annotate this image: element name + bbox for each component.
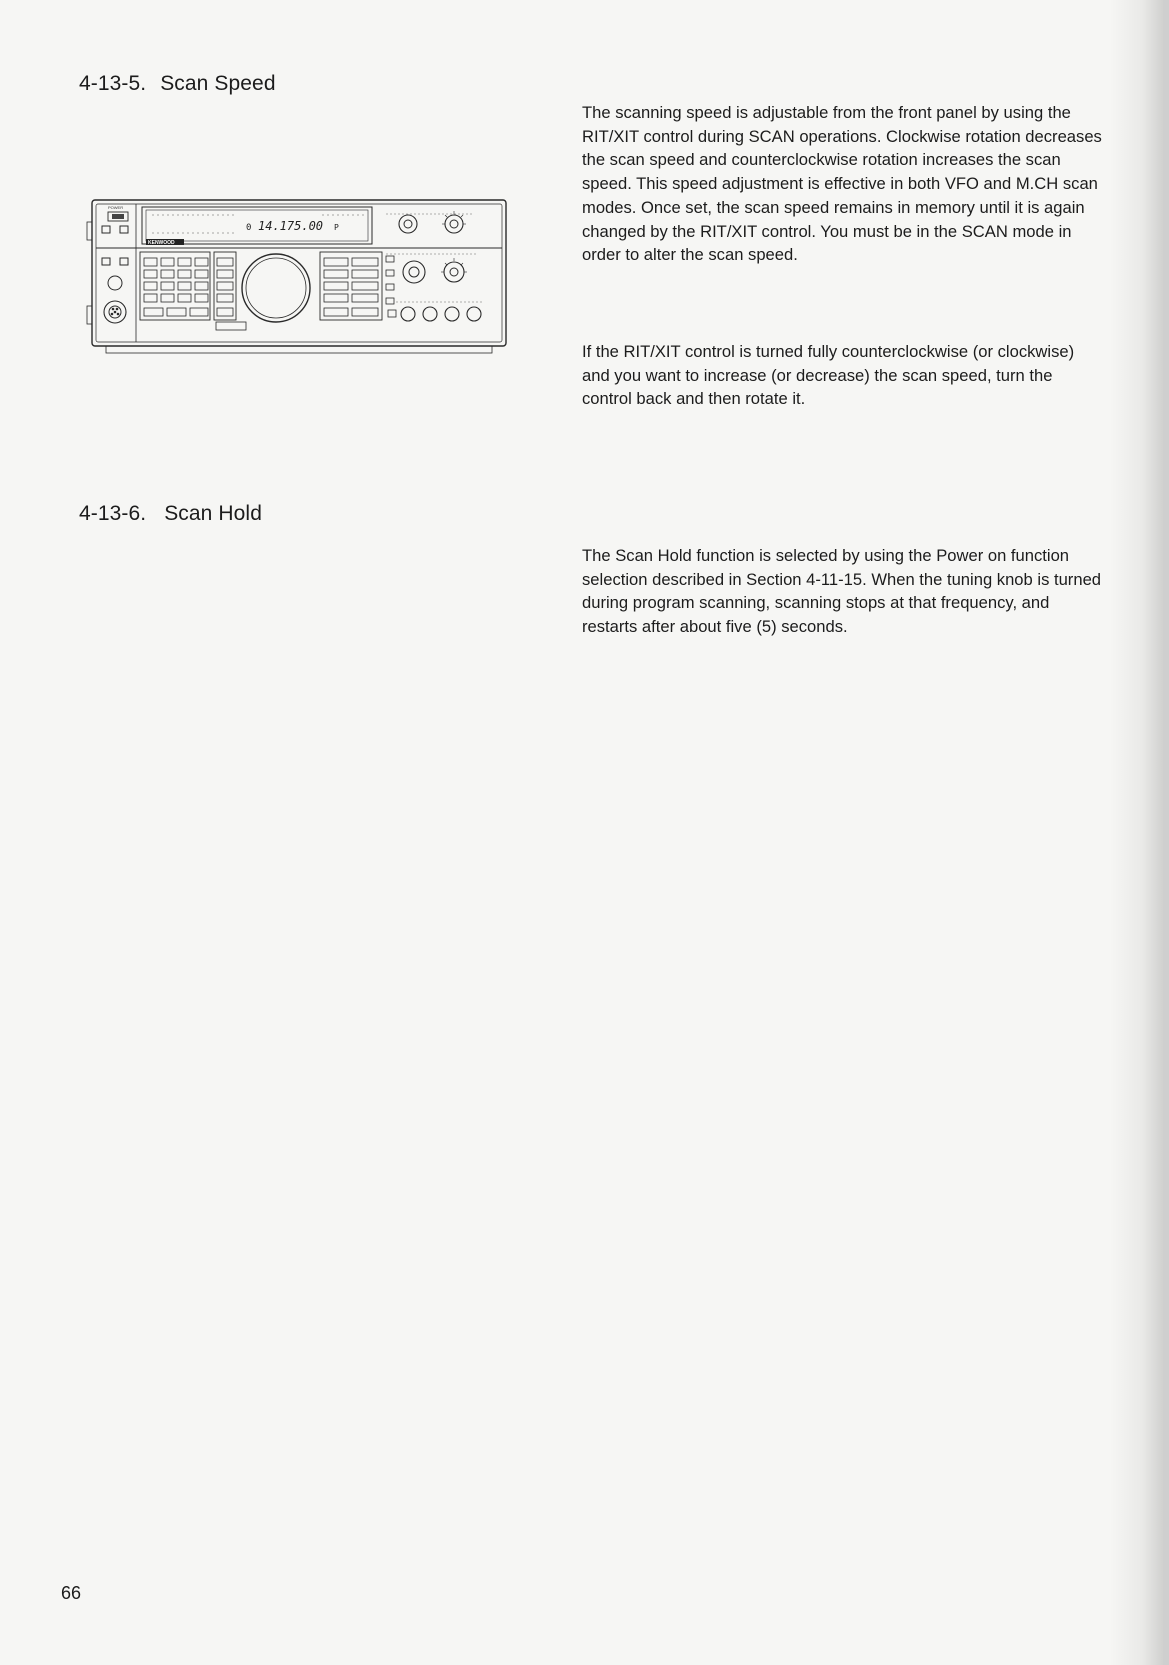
scan-hold-paragraph-1: The Scan Hold function is selected by using the Power on function selection described in Section 4-11-15. When the tuning knob is turned during program scanning, scanning stops at that frequency, and restarts after about five (5) seconds. — [582, 546, 1102, 637]
transceiver-front-panel-illustration — [86, 194, 512, 364]
svg-text:0: 0 — [246, 223, 252, 233]
section-number: 4-13-6. — [79, 502, 147, 525]
brand-logo: KENWOOD — [148, 240, 175, 246]
section-title: Scan Speed — [160, 72, 276, 95]
section-title: Scan Hold — [164, 502, 262, 525]
scan-speed-paragraph-2: If the RIT/XIT control is turned fully counterclockwise (or clockwise) and you want to increase (or decrease) the scan speed, turn the control back and then rotate it. — [582, 342, 1075, 409]
binding-shadow — [1109, 0, 1169, 1665]
svg-text:POWER: POWER — [108, 205, 124, 210]
section-heading-scan-speed — [79, 72, 276, 96]
display-frequency: 14.175.00 — [258, 219, 324, 233]
page-number: 66 — [61, 1583, 82, 1603]
page-edge — [1163, 0, 1169, 1665]
section-number: 4-13-5. — [79, 72, 147, 95]
svg-text:P: P — [334, 223, 339, 232]
section-heading-scan-hold — [79, 502, 262, 526]
scan-speed-paragraph-1: The scanning speed is adjustable from the front panel by using the RIT/XIT control during SCAN operations. Clockwise rotation decreases the scan speed and counterclockwise rotation increases the scan speed. This speed adjustment is effective in both VFO and M.CH scan modes. Once set, the scan speed remains in memory until it is again changed by the RIT/XIT control. You must be in the SCAN mode in order to alter the scan speed. — [582, 103, 1102, 265]
